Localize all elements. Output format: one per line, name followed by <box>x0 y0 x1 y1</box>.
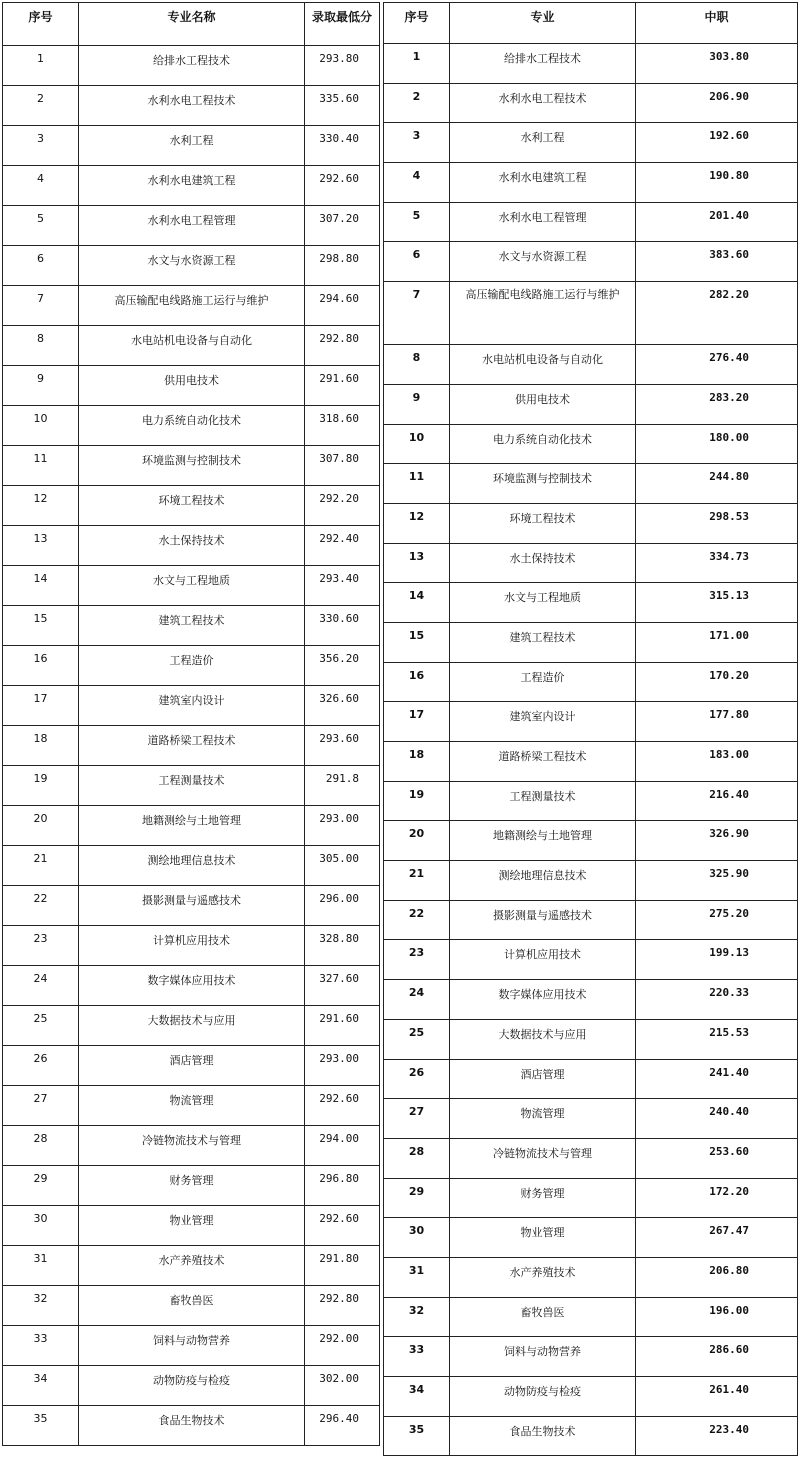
cell-index: 7 <box>3 286 79 326</box>
cell-index: 15 <box>384 622 450 662</box>
table-row <box>3 446 380 486</box>
header-index: 序号 <box>3 3 79 46</box>
cell-score: 292.80 <box>305 1286 380 1326</box>
cell-score: 206.80 <box>636 1257 798 1297</box>
cell-major: 供用电技术 <box>450 384 636 424</box>
cell-index: 4 <box>384 163 450 203</box>
cell-index: 29 <box>3 1166 79 1206</box>
table-row <box>3 526 380 566</box>
cell-score: 267.47 <box>636 1218 798 1258</box>
cell-score: 253.60 <box>636 1138 798 1178</box>
cell-index: 28 <box>3 1126 79 1166</box>
cell-index: 32 <box>384 1297 450 1337</box>
cell-score: 223.40 <box>636 1416 798 1456</box>
table-header-row <box>384 3 798 44</box>
cell-major: 道路桥梁工程技术 <box>450 742 636 782</box>
table-row <box>384 123 798 163</box>
cell-major: 冷链物流技术与管理 <box>79 1126 305 1166</box>
table-row <box>384 1257 798 1297</box>
cell-index: 18 <box>384 742 450 782</box>
cell-score: 330.60 <box>305 606 380 646</box>
cell-index: 34 <box>384 1377 450 1417</box>
table-row <box>384 44 798 84</box>
cell-score: 215.53 <box>636 1019 798 1059</box>
cell-major: 建筑工程技术 <box>450 622 636 662</box>
cell-major: 计算机应用技术 <box>79 926 305 966</box>
cell-score: 183.00 <box>636 742 798 782</box>
cell-major: 电力系统自动化技术 <box>450 424 636 464</box>
cell-index: 9 <box>3 366 79 406</box>
cell-score: 201.40 <box>636 202 798 242</box>
header-major: 专业 <box>450 3 636 44</box>
cell-score: 330.40 <box>305 126 380 166</box>
cell-score: 190.80 <box>636 163 798 203</box>
table-row <box>384 781 798 821</box>
cell-major: 物业管理 <box>450 1218 636 1258</box>
cell-index: 25 <box>384 1019 450 1059</box>
cell-score: 291.60 <box>305 366 380 406</box>
cell-score: 292.60 <box>305 166 380 206</box>
cell-major: 水利水电工程技术 <box>450 83 636 123</box>
cell-major: 水文与水资源工程 <box>450 242 636 282</box>
table-row <box>3 726 380 766</box>
cell-major: 酒店管理 <box>79 1046 305 1086</box>
cell-index: 30 <box>384 1218 450 1258</box>
table-row <box>3 1246 380 1286</box>
cell-major: 给排水工程技术 <box>450 44 636 84</box>
cell-major: 饲料与动物营养 <box>450 1337 636 1377</box>
cell-score: 292.80 <box>305 326 380 366</box>
table-row <box>3 246 380 286</box>
cell-major: 高压输配电线路施工运行与维护 <box>450 282 636 345</box>
table-row <box>3 1206 380 1246</box>
cell-score: 177.80 <box>636 702 798 742</box>
cell-index: 26 <box>384 1059 450 1099</box>
cell-score: 296.40 <box>305 1406 380 1446</box>
cell-index: 31 <box>384 1257 450 1297</box>
table-row <box>384 1337 798 1377</box>
cell-index: 25 <box>3 1006 79 1046</box>
cell-major: 水利水电工程管理 <box>450 202 636 242</box>
cell-index: 13 <box>384 543 450 583</box>
table-row <box>3 206 380 246</box>
cell-index: 30 <box>3 1206 79 1246</box>
table-row <box>3 1166 380 1206</box>
cell-major: 工程测量技术 <box>79 766 305 806</box>
cell-major: 供用电技术 <box>79 366 305 406</box>
cell-major: 地籍测绘与土地管理 <box>450 821 636 861</box>
cell-index: 21 <box>384 861 450 901</box>
cell-major: 水利水电建筑工程 <box>450 163 636 203</box>
cell-major: 摄影测量与遥感技术 <box>79 886 305 926</box>
table-row <box>384 1019 798 1059</box>
cell-index: 13 <box>3 526 79 566</box>
table-row <box>384 1178 798 1218</box>
cell-index: 23 <box>384 940 450 980</box>
table-row <box>3 966 380 1006</box>
header-index: 序号 <box>384 3 450 44</box>
cell-major: 水利工程 <box>79 126 305 166</box>
table-row <box>384 821 798 861</box>
cell-major: 水利水电工程管理 <box>79 206 305 246</box>
cell-major: 工程造价 <box>79 646 305 686</box>
cell-index: 34 <box>3 1366 79 1406</box>
table-row <box>384 345 798 385</box>
cell-index: 20 <box>3 806 79 846</box>
table-row <box>3 1406 380 1446</box>
cell-index: 11 <box>384 464 450 504</box>
cell-major: 饲料与动物营养 <box>79 1326 305 1366</box>
cell-major: 水利水电工程技术 <box>79 86 305 126</box>
cell-score: 292.60 <box>305 1206 380 1246</box>
cell-score: 180.00 <box>636 424 798 464</box>
cell-index: 1 <box>384 44 450 84</box>
cell-score: 261.40 <box>636 1377 798 1417</box>
cell-major: 环境工程技术 <box>79 486 305 526</box>
cell-index: 6 <box>384 242 450 282</box>
cell-major: 畜牧兽医 <box>450 1297 636 1337</box>
table-row <box>3 286 380 326</box>
cell-index: 2 <box>384 83 450 123</box>
table-row <box>384 83 798 123</box>
cell-major: 酒店管理 <box>450 1059 636 1099</box>
cell-major: 环境监测与控制技术 <box>79 446 305 486</box>
cell-score: 172.20 <box>636 1178 798 1218</box>
cell-major: 测绘地理信息技术 <box>450 861 636 901</box>
cell-major: 水产养殖技术 <box>450 1257 636 1297</box>
table-row <box>3 1286 380 1326</box>
cell-score: 293.40 <box>305 566 380 606</box>
table-row <box>3 606 380 646</box>
cell-major: 水电站机电设备与自动化 <box>79 326 305 366</box>
table-row <box>3 326 380 366</box>
cell-index: 23 <box>3 926 79 966</box>
cell-score: 334.73 <box>636 543 798 583</box>
cell-major: 水产养殖技术 <box>79 1246 305 1286</box>
cell-major: 水电站机电设备与自动化 <box>450 345 636 385</box>
cell-score: 356.20 <box>305 646 380 686</box>
table-row <box>384 282 798 345</box>
cell-index: 31 <box>3 1246 79 1286</box>
cell-index: 33 <box>3 1326 79 1366</box>
table-row <box>384 662 798 702</box>
cell-index: 19 <box>384 781 450 821</box>
cell-index: 6 <box>3 246 79 286</box>
cell-score: 327.60 <box>305 966 380 1006</box>
cell-index: 12 <box>3 486 79 526</box>
table-row <box>384 1377 798 1417</box>
cell-index: 24 <box>384 980 450 1020</box>
cell-index: 8 <box>3 326 79 366</box>
cell-score: 292.60 <box>305 1086 380 1126</box>
cell-major: 冷链物流技术与管理 <box>450 1138 636 1178</box>
table-row <box>384 424 798 464</box>
table-row <box>3 846 380 886</box>
table-row <box>384 163 798 203</box>
table-row <box>3 166 380 206</box>
cell-major: 摄影测量与遥感技术 <box>450 900 636 940</box>
cell-index: 10 <box>384 424 450 464</box>
cell-major: 水利水电建筑工程 <box>79 166 305 206</box>
cell-index: 10 <box>3 406 79 446</box>
cell-major: 建筑室内设计 <box>79 686 305 726</box>
table-row <box>384 543 798 583</box>
header-major: 专业名称 <box>79 3 305 46</box>
cell-index: 21 <box>3 846 79 886</box>
table-row <box>3 806 380 846</box>
cell-score: 293.00 <box>305 806 380 846</box>
cell-score: 292.20 <box>305 486 380 526</box>
table-row <box>3 1086 380 1126</box>
cell-index: 33 <box>384 1337 450 1377</box>
table-row <box>384 503 798 543</box>
cell-score: 216.40 <box>636 781 798 821</box>
cell-major: 动物防疫与检疫 <box>79 1366 305 1406</box>
table-row <box>384 702 798 742</box>
cell-index: 16 <box>384 662 450 702</box>
cell-major: 数字媒体应用技术 <box>450 980 636 1020</box>
table-row <box>3 46 380 86</box>
cell-score: 335.60 <box>305 86 380 126</box>
cell-index: 28 <box>384 1138 450 1178</box>
cell-score: 291.8 <box>305 766 380 806</box>
cell-score: 307.80 <box>305 446 380 486</box>
cell-index: 22 <box>384 900 450 940</box>
cell-score: 240.40 <box>636 1099 798 1139</box>
cell-score: 303.80 <box>636 44 798 84</box>
cell-index: 1 <box>3 46 79 86</box>
cell-major: 地籍测绘与土地管理 <box>79 806 305 846</box>
table-row <box>3 486 380 526</box>
cell-index: 17 <box>3 686 79 726</box>
cell-index: 22 <box>3 886 79 926</box>
cell-score: 293.00 <box>305 1046 380 1086</box>
table-row <box>384 900 798 940</box>
cell-major: 食品生物技术 <box>450 1416 636 1456</box>
cell-index: 9 <box>384 384 450 424</box>
cell-score: 282.20 <box>636 282 798 345</box>
cell-major: 给排水工程技术 <box>79 46 305 86</box>
cell-score: 170.20 <box>636 662 798 702</box>
header-min-score: 录取最低分 <box>305 3 380 46</box>
cell-major: 高压输配电线路施工运行与维护 <box>79 286 305 326</box>
cell-index: 26 <box>3 1046 79 1086</box>
cell-major: 畜牧兽医 <box>79 1286 305 1326</box>
cell-score: 293.80 <box>305 46 380 86</box>
table-row <box>3 926 380 966</box>
cell-score: 302.00 <box>305 1366 380 1406</box>
table-row <box>3 1366 380 1406</box>
cell-index: 35 <box>3 1406 79 1446</box>
cell-index: 32 <box>3 1286 79 1326</box>
cell-major: 测绘地理信息技术 <box>79 846 305 886</box>
cell-major: 大数据技术与应用 <box>79 1006 305 1046</box>
cell-major: 物流管理 <box>79 1086 305 1126</box>
cell-index: 8 <box>384 345 450 385</box>
table-row <box>3 886 380 926</box>
cell-major: 工程测量技术 <box>450 781 636 821</box>
cell-index: 27 <box>3 1086 79 1126</box>
cell-major: 电力系统自动化技术 <box>79 406 305 446</box>
admission-table-general <box>2 2 380 1446</box>
cell-index: 2 <box>3 86 79 126</box>
table-row <box>384 242 798 282</box>
cell-major: 物业管理 <box>79 1206 305 1246</box>
table-row <box>384 1416 798 1456</box>
cell-score: 296.80 <box>305 1166 380 1206</box>
cell-score: 291.80 <box>305 1246 380 1286</box>
cell-major: 财务管理 <box>450 1178 636 1218</box>
table-row <box>3 686 380 726</box>
table-row <box>384 742 798 782</box>
table-header-row <box>3 3 380 46</box>
cell-score: 294.00 <box>305 1126 380 1166</box>
cell-score: 286.60 <box>636 1337 798 1377</box>
cell-score: 199.13 <box>636 940 798 980</box>
cell-major: 工程造价 <box>450 662 636 702</box>
cell-index: 3 <box>3 126 79 166</box>
cell-major: 水文与水资源工程 <box>79 246 305 286</box>
cell-score: 328.80 <box>305 926 380 966</box>
table-row <box>3 646 380 686</box>
cell-index: 35 <box>384 1416 450 1456</box>
table-row <box>3 1326 380 1366</box>
header-vocational-score: 中职 <box>636 3 798 44</box>
cell-score: 244.80 <box>636 464 798 504</box>
table-row <box>384 861 798 901</box>
cell-score: 298.80 <box>305 246 380 286</box>
cell-major: 食品生物技术 <box>79 1406 305 1446</box>
cell-index: 4 <box>3 166 79 206</box>
cell-major: 动物防疫与检疫 <box>450 1377 636 1417</box>
cell-index: 24 <box>3 966 79 1006</box>
cell-index: 15 <box>3 606 79 646</box>
table-row <box>384 1099 798 1139</box>
table-row <box>384 583 798 623</box>
cell-score: 318.60 <box>305 406 380 446</box>
table-row <box>3 126 380 166</box>
table-row <box>384 1297 798 1337</box>
cell-index: 7 <box>384 282 450 345</box>
table-row <box>3 86 380 126</box>
cell-index: 3 <box>384 123 450 163</box>
cell-major: 数字媒体应用技术 <box>79 966 305 1006</box>
table-row <box>3 406 380 446</box>
cell-score: 206.90 <box>636 83 798 123</box>
cell-index: 14 <box>384 583 450 623</box>
cell-major: 环境监测与控制技术 <box>450 464 636 504</box>
cell-score: 196.00 <box>636 1297 798 1337</box>
cell-index: 20 <box>384 821 450 861</box>
cell-score: 296.00 <box>305 886 380 926</box>
cell-major: 计算机应用技术 <box>450 940 636 980</box>
cell-score: 293.60 <box>305 726 380 766</box>
cell-score: 298.53 <box>636 503 798 543</box>
cell-score: 171.00 <box>636 622 798 662</box>
table-row <box>384 464 798 504</box>
cell-major: 水利工程 <box>450 123 636 163</box>
cell-major: 水土保持技术 <box>79 526 305 566</box>
cell-index: 12 <box>384 503 450 543</box>
cell-score: 315.13 <box>636 583 798 623</box>
cell-score: 275.20 <box>636 900 798 940</box>
cell-score: 241.40 <box>636 1059 798 1099</box>
cell-index: 18 <box>3 726 79 766</box>
cell-score: 383.60 <box>636 242 798 282</box>
cell-score: 326.60 <box>305 686 380 726</box>
cell-index: 19 <box>3 766 79 806</box>
cell-major: 大数据技术与应用 <box>450 1019 636 1059</box>
cell-index: 27 <box>384 1099 450 1139</box>
cell-index: 5 <box>384 202 450 242</box>
cell-score: 220.33 <box>636 980 798 1020</box>
cell-index: 5 <box>3 206 79 246</box>
cell-major: 建筑室内设计 <box>450 702 636 742</box>
cell-major: 道路桥梁工程技术 <box>79 726 305 766</box>
table-row <box>384 1138 798 1178</box>
table-row <box>384 202 798 242</box>
cell-major: 水文与工程地质 <box>79 566 305 606</box>
cell-major: 建筑工程技术 <box>79 606 305 646</box>
cell-index: 11 <box>3 446 79 486</box>
table-row <box>384 622 798 662</box>
cell-score: 276.40 <box>636 345 798 385</box>
table-row <box>384 384 798 424</box>
table-row <box>384 940 798 980</box>
cell-major: 财务管理 <box>79 1166 305 1206</box>
cell-index: 16 <box>3 646 79 686</box>
cell-major: 物流管理 <box>450 1099 636 1139</box>
cell-score: 325.90 <box>636 861 798 901</box>
table-row <box>3 1126 380 1166</box>
cell-index: 17 <box>384 702 450 742</box>
table-row <box>3 1046 380 1086</box>
cell-score: 291.60 <box>305 1006 380 1046</box>
table-row <box>3 1006 380 1046</box>
table-row <box>3 366 380 406</box>
table-row <box>384 980 798 1020</box>
cell-score: 292.40 <box>305 526 380 566</box>
admission-table-vocational <box>383 2 798 1456</box>
cell-score: 307.20 <box>305 206 380 246</box>
cell-score: 292.00 <box>305 1326 380 1366</box>
cell-major: 水土保持技术 <box>450 543 636 583</box>
cell-major: 环境工程技术 <box>450 503 636 543</box>
cell-score: 283.20 <box>636 384 798 424</box>
cell-score: 294.60 <box>305 286 380 326</box>
table-row <box>3 766 380 806</box>
cell-score: 192.60 <box>636 123 798 163</box>
table-row <box>3 566 380 606</box>
cell-score: 326.90 <box>636 821 798 861</box>
table-row <box>384 1218 798 1258</box>
cell-major: 水文与工程地质 <box>450 583 636 623</box>
cell-score: 305.00 <box>305 846 380 886</box>
cell-index: 29 <box>384 1178 450 1218</box>
table-row <box>384 1059 798 1099</box>
cell-index: 14 <box>3 566 79 606</box>
